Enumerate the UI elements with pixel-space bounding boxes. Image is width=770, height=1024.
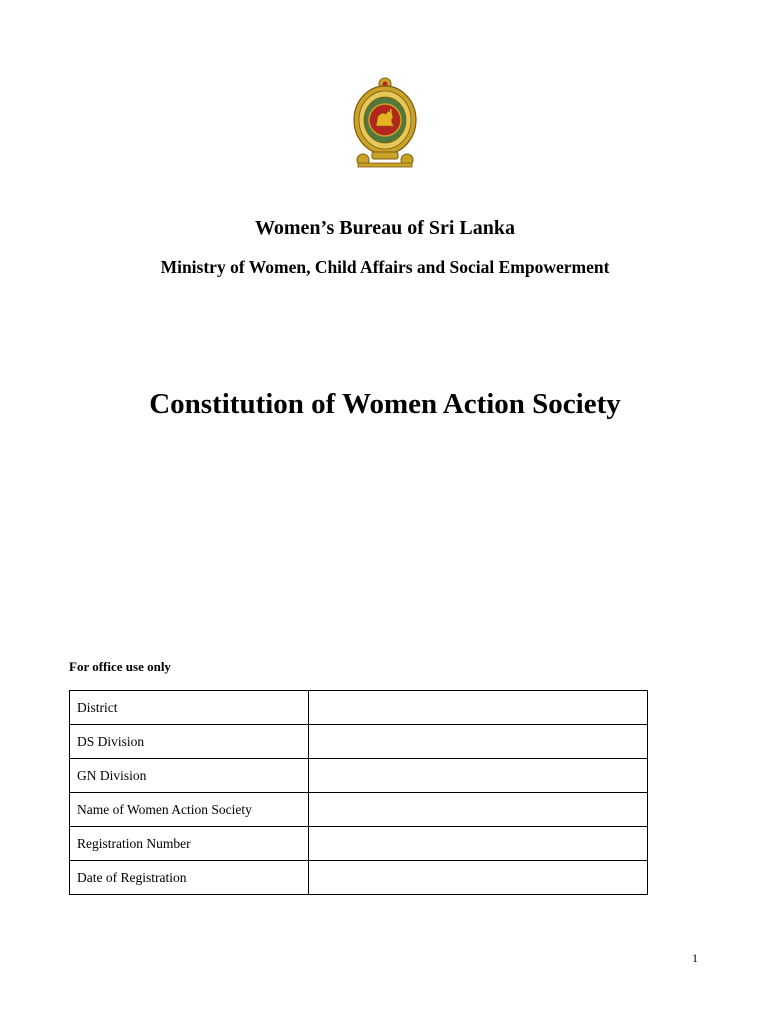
ministry-name: Ministry of Women, Child Affairs and Social Empowerment bbox=[160, 257, 610, 277]
page-number: 1 bbox=[692, 951, 698, 965]
table-row bbox=[70, 725, 648, 759]
registration-number-label: Registration Number bbox=[70, 827, 309, 861]
registration-date-value[interactable] bbox=[309, 861, 648, 895]
society-name-value[interactable] bbox=[309, 793, 648, 827]
sri-lanka-emblem-icon bbox=[350, 76, 420, 168]
document-title: Constitution of Women Action Society bbox=[149, 388, 621, 420]
ds-division-label: DS Division bbox=[70, 725, 309, 759]
table-row bbox=[70, 861, 648, 895]
ds-division-value[interactable] bbox=[309, 725, 648, 759]
table-row bbox=[70, 827, 648, 861]
gn-division-label: GN Division bbox=[70, 759, 309, 793]
table-row bbox=[70, 759, 648, 793]
district-label: District bbox=[70, 691, 309, 725]
gn-division-value[interactable] bbox=[309, 759, 648, 793]
organization-name: Women’s Bureau of Sri Lanka bbox=[254, 217, 516, 239]
table-row bbox=[70, 793, 648, 827]
district-value[interactable] bbox=[309, 691, 648, 725]
office-use-heading: For office use only bbox=[69, 659, 171, 674]
registration-number-value[interactable] bbox=[309, 827, 648, 861]
registration-date-label: Date of Registration bbox=[70, 861, 309, 895]
society-name-label: Name of Women Action Society bbox=[70, 793, 309, 827]
office-use-table bbox=[69, 690, 648, 895]
table-row bbox=[70, 691, 648, 725]
